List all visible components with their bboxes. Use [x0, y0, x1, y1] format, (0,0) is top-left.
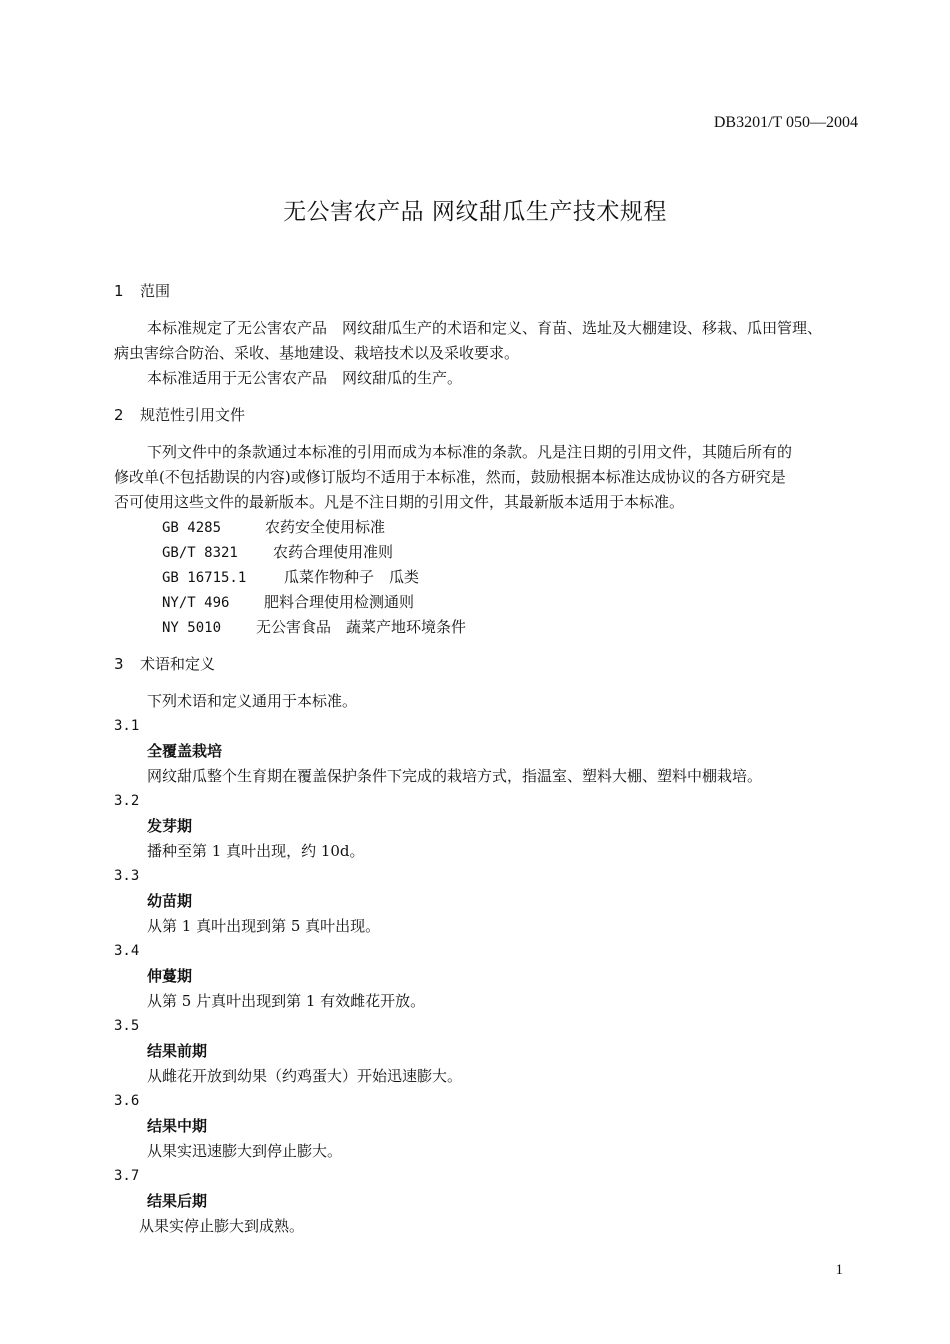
reference-code: GB 16715.1	[162, 570, 247, 586]
paragraph-line: 本标准适用于无公害农产品 网纹甜瓜的生产。	[147, 369, 463, 387]
term-name: 结果前期	[147, 1042, 208, 1060]
reference-item	[162, 542, 393, 563]
paragraph-line: 病虫害综合防治、采收、基地建设、栽培技术以及采收要求。	[114, 344, 520, 362]
section-number: 2	[114, 406, 124, 424]
term-definition: 播种至第 1 真叶出现，约 10d。	[147, 842, 365, 860]
term-name: 结果中期	[147, 1117, 208, 1135]
term-number: 3.1	[114, 718, 140, 734]
term-name: 幼苗期	[147, 892, 193, 910]
term-number: 3.6	[114, 1093, 140, 1109]
term-number: 3.2	[114, 793, 140, 809]
term-number: 3.7	[114, 1168, 140, 1184]
section-heading	[114, 654, 215, 674]
page-number: 1	[835, 1262, 843, 1278]
term-name: 全覆盖栽培	[147, 742, 223, 760]
page-title: 无公害农产品 网纹甜瓜生产技术规程	[283, 199, 667, 225]
term-definition: 从第 1 真叶出现到第 5 真叶出现。	[147, 917, 381, 935]
reference-item	[162, 617, 466, 638]
reference-name: 无公害食品 蔬菜产地环境条件	[256, 618, 467, 636]
section-heading	[114, 405, 245, 425]
section-title: 规范性引用文件	[140, 406, 246, 424]
reference-item	[162, 592, 414, 613]
section-number: 3	[114, 655, 124, 673]
term-number: 3.5	[114, 1018, 140, 1034]
reference-item	[162, 517, 385, 538]
term-definition: 网纹甜瓜整个生育期在覆盖保护条件下完成的栽培方式，指温室、塑料大棚、塑料中棚栽培。	[147, 767, 763, 785]
term-name: 结果后期	[147, 1192, 208, 1210]
term-definition: 从第 5 片真叶出现到第 1 有效雌花开放。	[147, 992, 426, 1010]
term-number: 3.3	[114, 868, 140, 884]
paragraph-line: 下列术语和定义通用于本标准。	[147, 692, 358, 710]
term-definition: 从雌花开放到幼果（约鸡蛋大）开始迅速膨大。	[147, 1067, 463, 1085]
term-number: 3.4	[114, 943, 140, 959]
paragraph-line: 否可使用这些文件的最新版本。凡是不注日期的引用文件，其最新版本适用于本标准。	[114, 493, 685, 511]
section-heading	[114, 281, 170, 301]
reference-item	[162, 567, 419, 588]
paragraph-line: 本标准规定了无公害农产品 网纹甜瓜生产的术语和定义、育苗、选址及大棚建设、移栽、瓜田管理、	[147, 319, 823, 337]
section-title: 术语和定义	[140, 655, 216, 673]
reference-name: 农药安全使用标准	[265, 518, 386, 536]
reference-name: 肥料合理使用检测通则	[264, 593, 415, 611]
reference-name: 农药合理使用准则	[273, 543, 394, 561]
term-name: 伸蔓期	[147, 967, 193, 985]
term-definition: 从果实停止膨大到成熟。	[139, 1217, 305, 1235]
term-definition: 从果实迅速膨大到停止膨大。	[147, 1142, 343, 1160]
reference-code: GB/T 8321	[162, 545, 238, 561]
paragraph-line: 修改单(不包括勘误的内容)或修订版均不适用于本标准，然而，鼓励根据本标准达成协议的各方研究是	[114, 468, 786, 486]
reference-code: GB 4285	[162, 520, 222, 536]
standard-code: DB3201/T 050—2004	[713, 114, 858, 131]
section-title: 范围	[140, 282, 171, 300]
paragraph-line: 下列文件中的条款通过本标准的引用而成为本标准的条款。凡是注日期的引用文件，其随后所有的	[147, 443, 793, 461]
term-name: 发芽期	[147, 817, 193, 835]
reference-code: NY/T 496	[162, 595, 230, 611]
reference-name: 瓜菜作物种子 瓜类	[284, 568, 420, 586]
section-number: 1	[114, 282, 124, 300]
reference-code: NY 5010	[162, 620, 222, 636]
